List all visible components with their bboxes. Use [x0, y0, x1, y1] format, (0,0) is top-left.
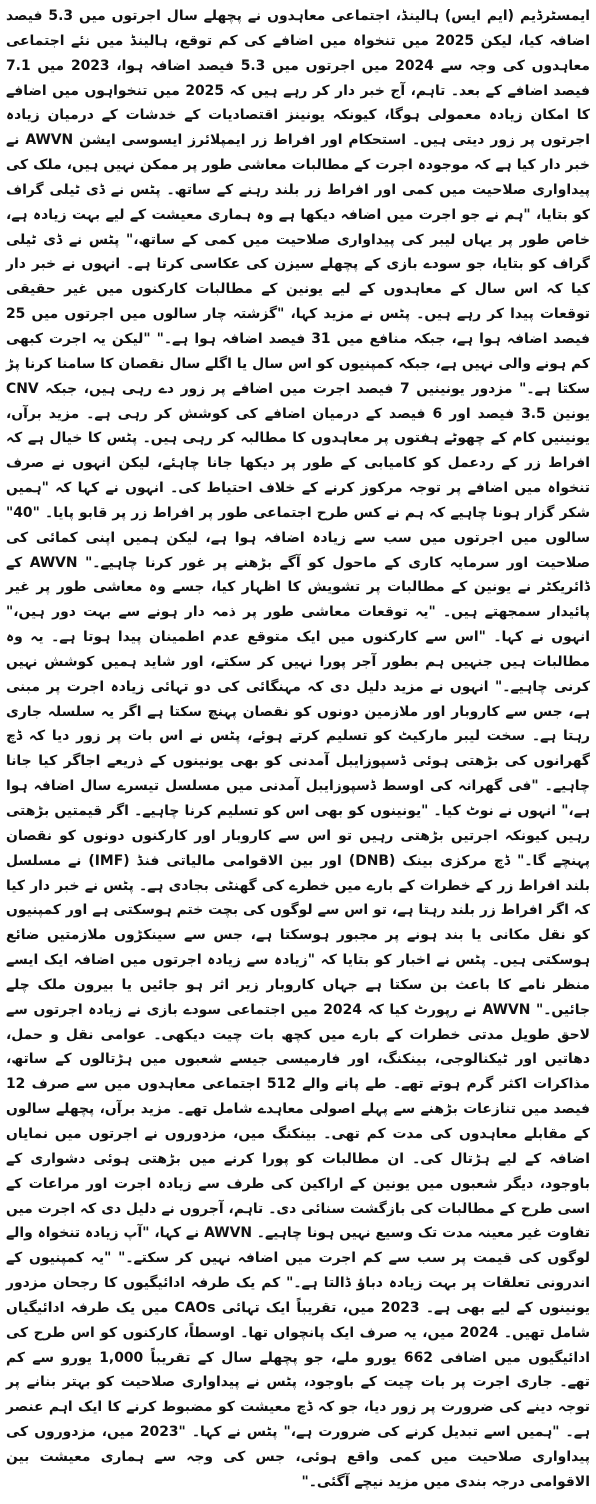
article-paragraph: ایمسٹرڈیم (ایم ایس) ہالینڈ، اجتماعی معاہدوں نے پچھلے سال اجرتوں میں 5.3 فیصد اضافہ کیا، لیکن 2025 میں تنخواہ میں اضافے کی کم توقع، ہالینڈ میں نئے اجتماعی معاہدوں کی وجہ سے 2024 میں اجرتوں میں 5.3 فیصد اضافہ ہوا، 2023 میں 7.1 فیصد اضافے کے بعد۔ تاہم، آج خبر دار کر رہے ہیں کہ 2025 میں تنخواہوں میں اضافے کا امکان زیادہ معمولی ہوگا، کیونکہ یونینز اقتصادیات کے خدشات کے درمیان زیادہ اجرتوں پر زور دیتی ہیں۔ استحکام اور افراط زر ایمپلائرز ایسوسی ایشن AWVN نے خبر دار کیا ہے کہ موجودہ اجرت کے مطالبات معاشی طور پر ممکن نہیں ہیں، ملک کی پیداواری صلاحیت میں کمی اور افراط زر بلند رہنے کے ساتھ۔ پٹس نے ڈی ٹیلی گراف کو بتایا، "ہم نے جو اجرت میں اضافہ دیکھا ہے وہ ہماری معیشت کے لیے بہت زیادہ ہے، خاص طور پر یہاں لیبر کی پیداواری صلاحیت میں کمی کے ساتھ،" پٹس نے ڈی ٹیلی گراف کو بتایا، جو سودے بازی کے پچھلے سیزن کی عکاسی کرتا ہے۔ انہوں نے خبر دار کیا کہ اس سال کے معاہدوں کے لیے یونین کے مطالبات کارکنوں میں غیر حقیقی توقعات پیدا کر رہے ہیں۔ پٹس نے مزید کہا، "گزشتہ چار سالوں میں اجرتوں میں 25 فیصد اضافہ ہوا ہے، جبکہ منافع میں 31 فیصد اضافہ ہوا ہے۔" "لیکن یہ اجرت کبھی کم ہونے والی نہیں ہے، جبکہ کمپنیوں کو اس سال یا اگلے سال نقصان کا سامنا کرنا پڑ سکتا ہے۔" مزدور یونینیں 7 فیصد اجرت میں اضافے پر زور دے رہی ہیں، جبکہ CNV یونین 3.5 فیصد اور 6 فیصد کے درمیان اضافے کی کوشش کر رہی ہے۔ مزید برآں، یونینیں کام کے چھوٹے ہفتوں پر معاہدوں کا مطالبہ کر رہی ہیں۔ پٹس کا خیال ہے کہ افراط زر کے ردعمل کو کامیابی کے طور پر دیکھا جانا چاہئے، لیکن انہوں نے صرف تنخواہ میں اضافے پر توجہ مرکوز کرنے کے خلاف احتیاط کی۔ انہوں نے کہا کہ "ہمیں شکر گزار ہونا چاہیے کہ ہم نے کس طرح اجتماعی طور پر افراط زر پر قابو پایا۔ "40" سالوں میں اجرتوں میں سب سے زیادہ اضافہ ہوا ہے، لیکن ہمیں اپنی کمائی کی صلاحیت اور سرمایہ کاری کے ماحول کو آگے بڑھنے پر غور کرنا چاہیے۔" AWVN کے ڈائریکٹر نے یونین کے مطالبات پر تشویش کا اظہار کیا، جسے وہ معاشی طور پر غیر پائیدار سمجھتے ہیں۔ "یہ توقعات معاشی طور پر ذمہ دار ہونے سے بہت دور ہیں،" انہوں نے کہا۔ "اس سے کارکنوں میں ایک متوقع عدم اطمینان پیدا ہوتا ہے۔ یہ وہ مطالبات ہیں جنہیں ہم بطور آجر پورا نہیں کر سکتے، اور شاید ہمیں کوشش نہیں کرنی چاہیے۔" انہوں نے مزید دلیل دی کہ مہنگائی کی دو تہائی زیادہ اجرت پر مبنی ہے، جس سے کاروبار اور ملازمین دونوں کو نقصان پہنچ سکتا ہے اگر یہ سلسلہ جاری رہتا ہے۔ سخت لیبر مارکیٹ کو تسلیم کرتے ہوئے، پٹس نے اس بات پر زور دیا کہ ڈچ گھرانوں کی بڑھتی ہوئی ڈسپوزایبل آمدنی کو بھی یونینوں کے ذریعے اجاگر کیا جانا چاہیے۔ "فی گھرانہ کی اوسط ڈسپوزایبل آمدنی میں مسلسل تیسرے سال اضافہ ہوا ہے،" انہوں نے نوٹ کیا۔ "یونینوں کو بھی اس کو تسلیم کرنا چاہیے۔ اگر قیمتیں بڑھتی رہیں کیونکہ اجرتیں بڑھتی رہیں تو اس سے کاروبار اور کارکنوں دونوں کو نقصان پہنچے گا۔" ڈچ مرکزی بینک (DNB) اور بین الاقوامی مالیاتی فنڈ (IMF) نے مسلسل بلند افراط زر کے خطرات کے بارے میں خطرے کی گھنٹی بجادی ہے۔ پٹس نے خبر دار کیا کہ اگر افراط زر بلند رہتا ہے، تو اس سے لوگوں کی بچت ختم ہوسکتی ہے اور کمپنیوں کو نقل مکانی یا بند ہونے پر مجبور ہوسکتا ہے، جس سے سینکڑوں ملازمتیں ضائع ہوسکتی ہیں۔ پٹس نے اخبار کو بتایا کہ "زیادہ سے زیادہ اجرتوں میں اضافہ ایک ایسے منظر نامے کا باعث بن سکتا ہے جہاں کاروبار زیر اثر ہو جائیں یا بیرون ملک چلے جائیں۔" AWVN نے رپورٹ کیا کہ 2024 میں اجتماعی سودے بازی نے زیادہ اجرتوں سے لاحق طویل مدتی خطرات کے بارے میں کچھ بات چیت دیکھی۔ عوامی نقل و حمل، دھاتیں اور ٹیکنالوجی، بینکنگ، اور فارمیسی جیسے شعبوں میں ہڑتالوں کے ساتھ، مذاکرات اکثر گرم ہوتے تھے۔ طے پانے والے 512 اجتماعی معاہدوں میں سے صرف 12 فیصد میں تنازعات بڑھنے سے پہلے اصولی معاہدے شامل تھے۔ مزید برآں، پچھلے سالوں کے مقابلے معاہدوں کی مدت کم تھی۔ بینکنگ میں، مزدوروں نے اجرتوں میں نمایاں اضافہ کے لیے ہڑتال کی۔ ان مطالبات کو پورا کرنے میں بڑھتی ہوئی دشواری کے باوجود، دیگر شعبوں میں یونین کے اراکین کی طرف سے زیادہ اجرت اور مراعات کے اسی طرح کے مطالبات کی بازگشت سنائی دی۔ تاہم، آجروں نے دلیل دی کہ اجرت میں تفاوت غیر معینہ مدت تک وسیع نہیں ہونا چاہیے۔ AWVN نے کہا، "آپ زیادہ تنخواہ والے لوگوں کی قیمت پر سب سے کم اجرت میں اضافہ نہیں کر سکتے۔" "یہ کمپنیوں کے اندرونی تعلقات پر بہت زیادہ دباؤ ڈالتا ہے۔" کم یک طرفہ ادائیگیوں کا رجحان مزدور یونینوں کے لیے بھی ہے۔ 2023 میں، تقریباً ایک تہائی CAOs میں یک طرفہ ادائیگیاں شامل تھیں۔ 2024 میں، یہ صرف ایک پانچواں تھا۔ اوسطاً، کارکنوں کو اس طرح کی ادائیگیوں میں اضافی 662 یورو ملے، جو پچھلے سال کے تقریباً 1,000 یورو سے کم تھے۔ جاری اجرت پر بات چیت کے باوجود، پٹس نے پیداواری صلاحیت کو بہتر بنانے پر توجہ دینے کی ضرورت پر زور دیا، جو کہ ڈچ معیشت کو مضبوط کرنے کا ایک اہم عنصر ہے۔ "ہمیں اسے تبدیل کرنے کی ضرورت ہے،" پٹس نے کہا۔ "2023 میں، مزدوروں کی پیداواری صلاحیت میں کمی واقع ہوئی، جس کی وجہ سے ہماری معیشت بین الاقوامی درجہ بندی میں مزید نیچے آگئی۔" — [6, 8, 591, 1490]
